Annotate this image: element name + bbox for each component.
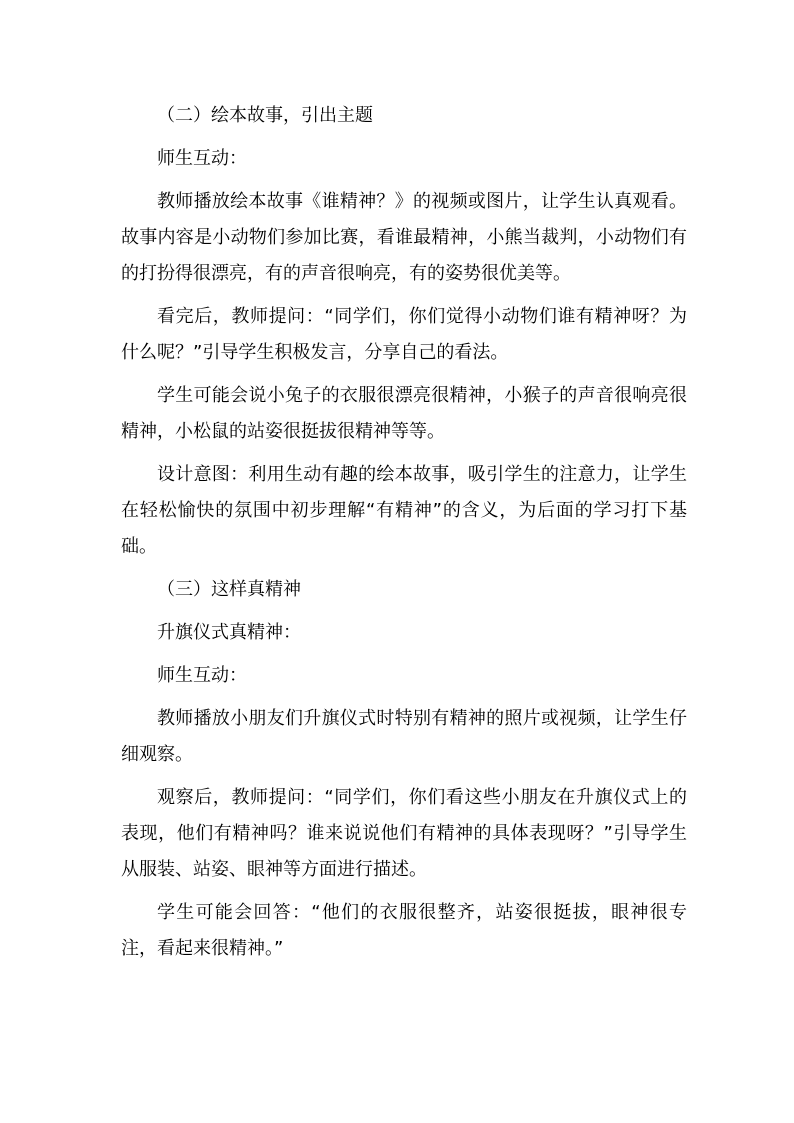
paragraph-design-intent: 设计意图：利用生动有趣的绘本故事，吸引学生的注意力，让学生在轻松愉快的氛围中初步理解“有精神”的含义，为后面的学习打下基础。 [121, 464, 687, 557]
paragraph-teacher-question: 看完后，教师提问：“同学们，你们觉得小动物们谁有精神呀？为什么呢？”引导学生积极发言，分享自己的看法。 [121, 306, 687, 363]
paragraph-interaction-label: 师生互动： [157, 148, 247, 169]
paragraph-interaction-label-2: 师生互动： [157, 665, 247, 686]
paragraph-student-reply: 学生可能会回答：“他们的衣服很整齐，站姿很挺拔，眼神很专注，看起来很精神。” [121, 902, 687, 959]
paragraph-student-answer: 学生可能会说小兔子的衣服很漂亮很精神，小猴子的声音很响亮很精神，小松鼠的站姿很挺拔很精神等等。 [121, 385, 687, 442]
section-heading-2: （二）绘本故事，引出主题 [157, 105, 373, 126]
paragraph-observation-question: 观察后，教师提问：“同学们，你们看这些小朋友在升旗仪式上的表现，他们有精神吗？谁来说说他们有精神的具体表现呀？”引导学生从服装、站姿、眼神等方面进行描述。 [121, 787, 687, 880]
paragraph-story: 教师播放绘本故事《谁精神？》的视频或图片，让学生认真观看。故事内容是小动物们参加比赛，看谁最精神，小熊当裁判，小动物们有的打扮得很漂亮，有的声音很响亮，有的姿势很优美等。 [121, 191, 687, 284]
document-body [121, 98, 687, 974]
section-heading-3: （三）这样真精神 [157, 579, 301, 600]
paragraph-teacher-plays: 教师播放小朋友们升旗仪式时特别有精神的照片或视频，让学生仔细观察。 [121, 708, 687, 765]
subheading-flag-ceremony: 升旗仪式真精神： [157, 622, 301, 643]
